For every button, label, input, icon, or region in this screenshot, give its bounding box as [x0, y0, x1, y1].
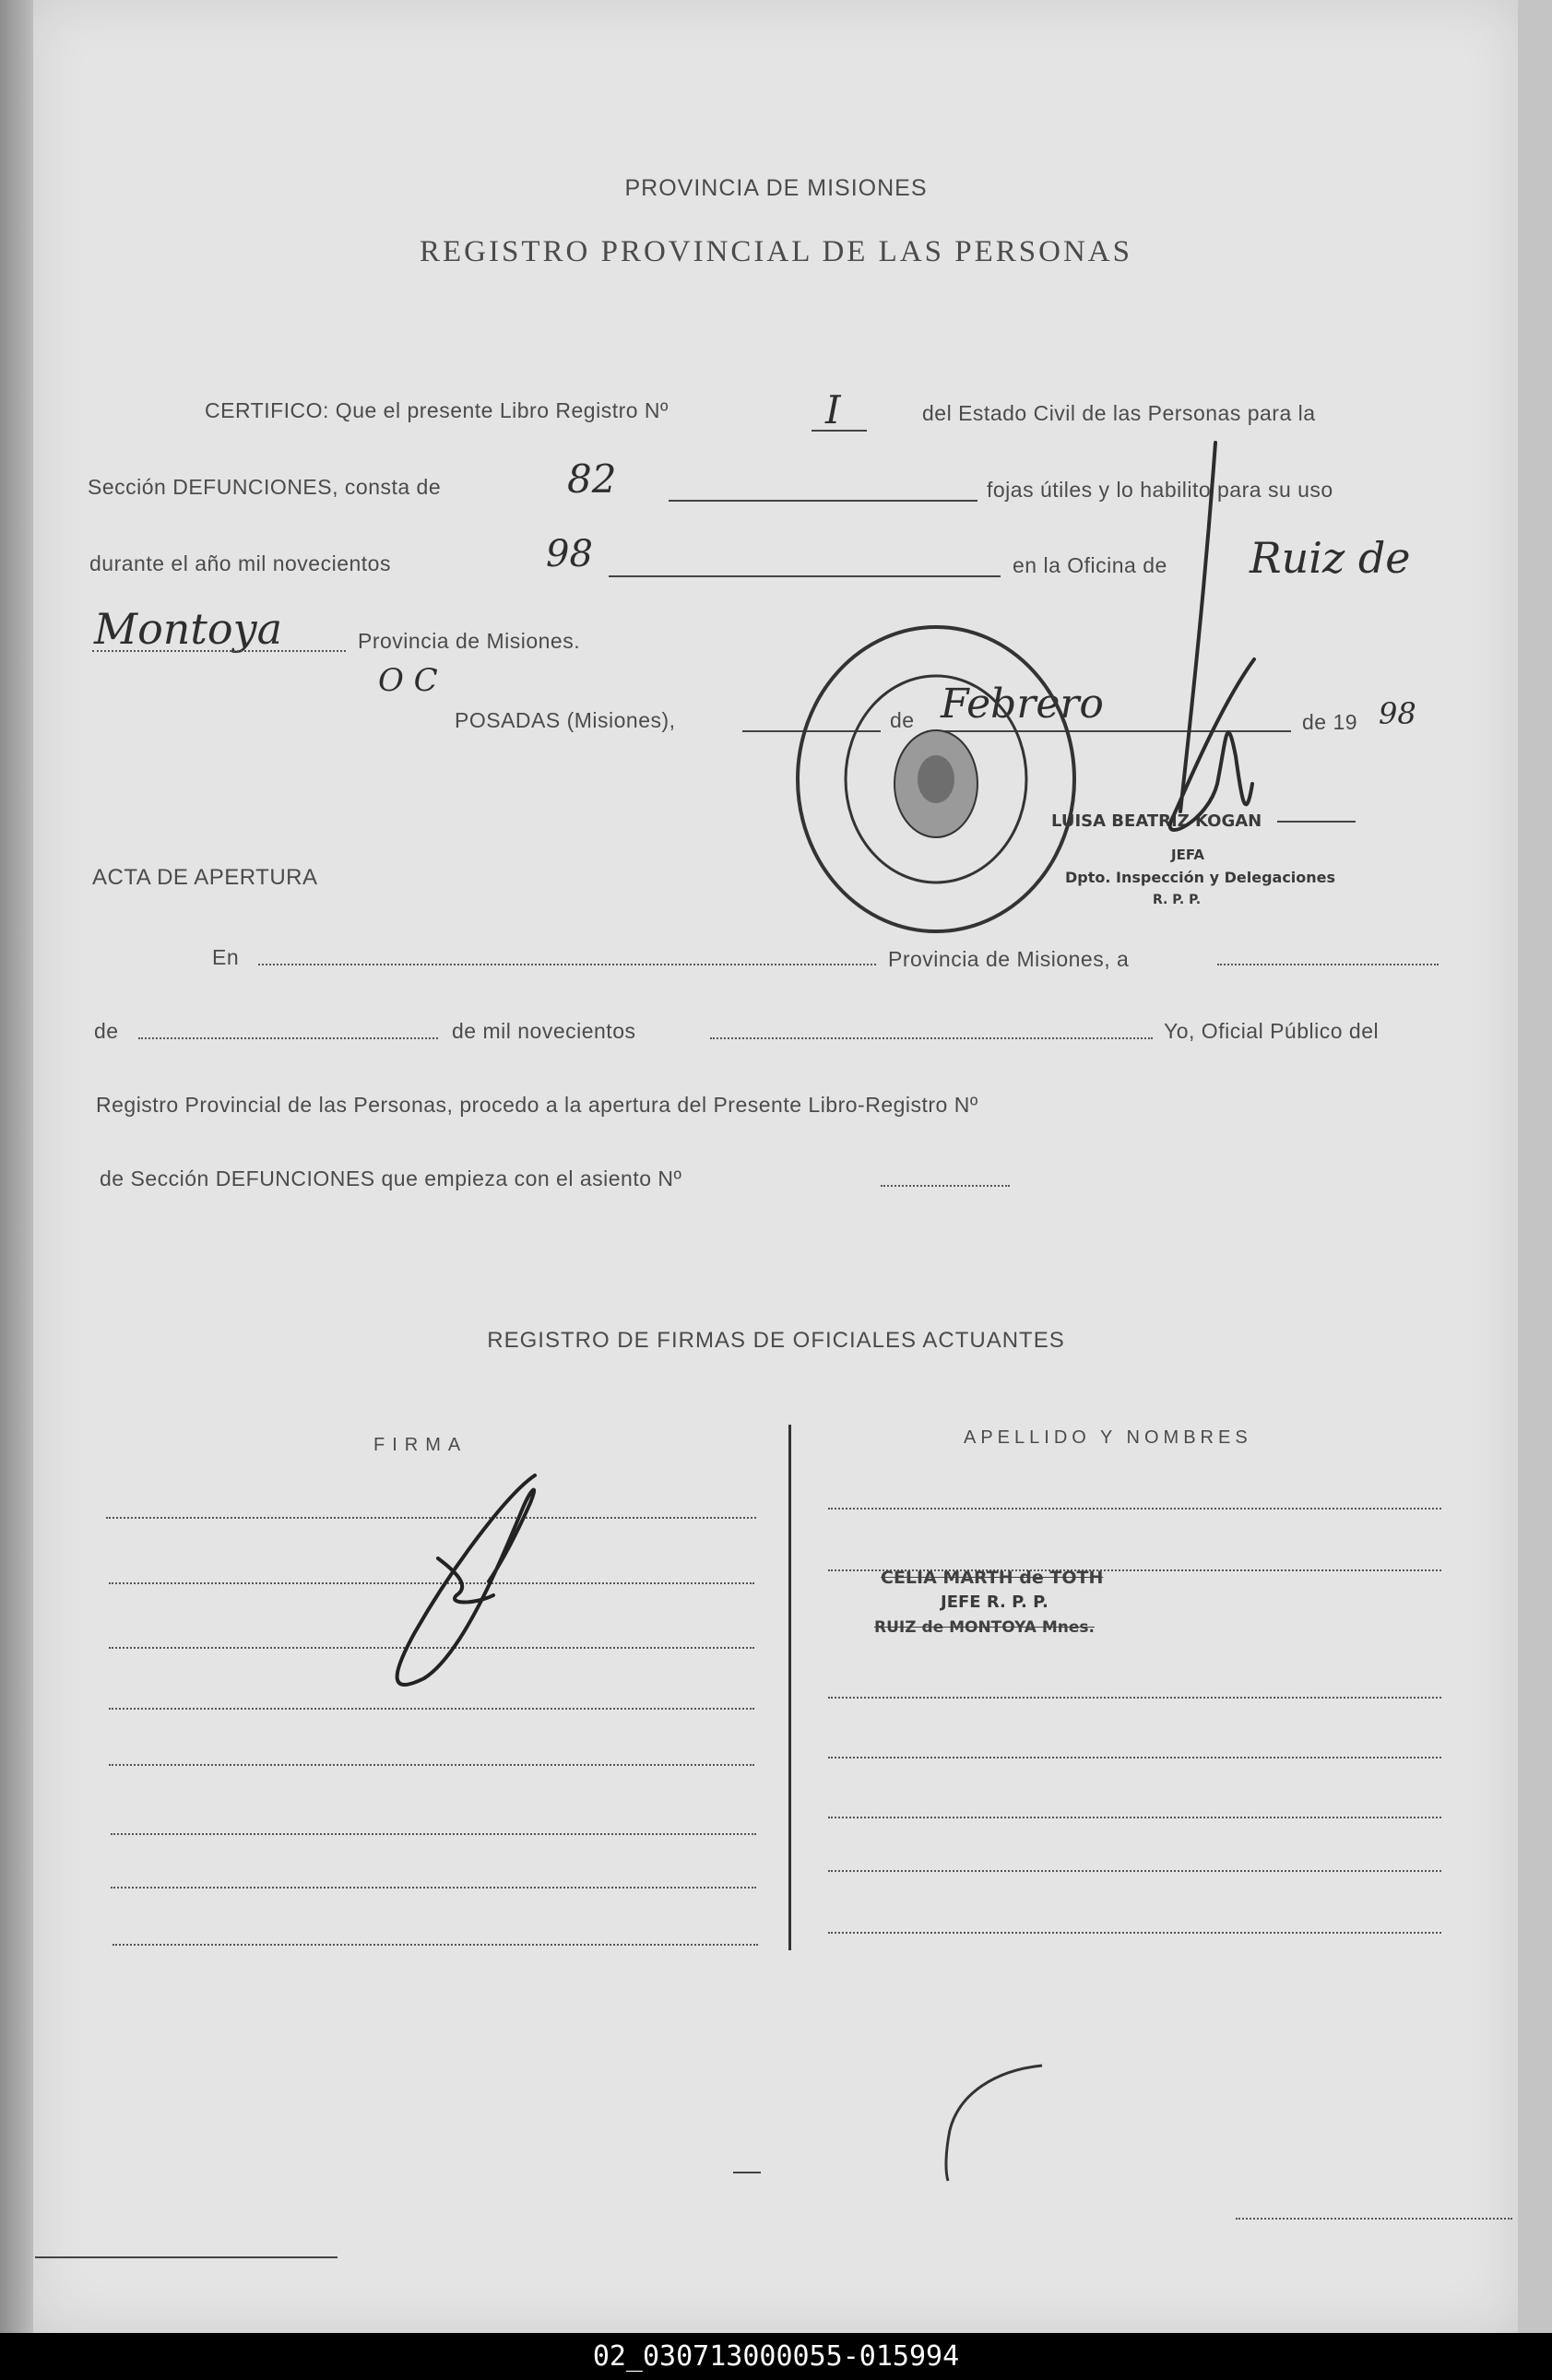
- document-id-bar: [0, 2333, 1552, 2380]
- firma-row-line: [109, 1708, 754, 1710]
- acta-registro-text: Registro Provincial de las Personas, procedo a la apertura del Presente Libro-Registro Nº: [96, 1093, 978, 1117]
- nombre-row-line: [828, 1870, 1441, 1872]
- certifico-text: CERTIFICO: Que el presente Libro Registro Nº: [205, 398, 669, 422]
- year-value: 98: [546, 533, 593, 575]
- signer1-name: LUISA BEATRIZ KOGAN: [1051, 811, 1262, 831]
- office-value-2: Montoya: [94, 604, 283, 654]
- bottom-center-mark: [733, 2172, 761, 2173]
- nombre-row-line: [828, 1508, 1441, 1510]
- acta-year-dots: [710, 1037, 1153, 1039]
- binding-edge: [0, 0, 33, 2333]
- acta-day-dots: [1217, 964, 1439, 965]
- col-firma-header: FIRMA: [373, 1435, 468, 1455]
- book-number-value: I: [825, 387, 841, 432]
- nombre-row-line: [828, 1932, 1441, 1934]
- signer1-title: JEFA: [1171, 847, 1204, 863]
- estado-civil-text: del Estado Civil de las Personas para la: [922, 401, 1316, 425]
- document-id: 02_030713000055-015994: [592, 2340, 960, 2373]
- office-value-1: Ruiz de: [1250, 533, 1411, 583]
- folios-value: 82: [567, 456, 617, 502]
- official-stamp: [784, 613, 1088, 945]
- province-heading: PROVINCIA DE MISIONES: [624, 175, 928, 201]
- signer2-title: JEFE R. P. P.: [941, 1593, 1048, 1612]
- year-line: [609, 575, 1001, 577]
- firma-row-line: [111, 1887, 756, 1889]
- de-19-text: de 19: [1302, 710, 1358, 734]
- initials-value: O C: [378, 662, 438, 699]
- firmas-title: REGISTRO DE FIRMAS DE OFICIALES ACTUANTES: [487, 1328, 1065, 1353]
- bottom-right-rule: [1236, 2218, 1512, 2220]
- year-suffix-value: 98: [1379, 696, 1416, 731]
- acta-asiento-dots: [881, 1185, 1010, 1187]
- signer1-org: R. P. P.: [1153, 893, 1202, 907]
- acta-month-dots: [138, 1037, 438, 1039]
- de-text-1: de: [890, 708, 915, 732]
- acta-place-dots: [258, 964, 876, 965]
- posadas-text: POSADAS (Misiones),: [455, 708, 676, 732]
- oficina-text: en la Oficina de: [1013, 553, 1167, 577]
- bottom-left-rule: [35, 2256, 338, 2258]
- signer2-name: CELIA MARTH de TOTH: [881, 1568, 1104, 1588]
- nombre-row-line: [828, 1697, 1441, 1699]
- signature-2: [369, 1457, 572, 1697]
- signature-1: [1143, 433, 1328, 894]
- acta-de-text: de: [94, 1019, 119, 1043]
- office-dotted-line: [92, 650, 346, 652]
- registry-heading: REGISTRO PROVINCIAL DE LAS PERSONAS: [419, 235, 1132, 268]
- signer1-dept: Dpto. Inspección y Delegaciones: [1065, 869, 1336, 886]
- nombre-row-line: [828, 1817, 1441, 1818]
- firma-row-line: [109, 1764, 754, 1766]
- column-divider: [788, 1425, 791, 1950]
- acta-mil-novecientos-text: de mil novecientos: [452, 1019, 636, 1043]
- fojas-utiles-text: fojas útiles y lo habilito para su uso: [987, 478, 1333, 502]
- folios-line: [669, 500, 977, 502]
- signer2-place: RUIZ de MONTOYA Mnes.: [874, 1618, 1096, 1637]
- acta-en-text: En: [212, 945, 240, 969]
- col-nombres-header: APELLIDO Y NOMBRES: [964, 1427, 1252, 1448]
- acta-title: ACTA DE APERTURA: [92, 865, 318, 890]
- firma-row-line: [113, 1944, 758, 1946]
- seccion-defunciones-text: Sección DEFUNCIONES, consta de: [88, 475, 442, 499]
- firma-row-line: [111, 1833, 756, 1835]
- nombre-row-line: [828, 1757, 1441, 1758]
- provincia-misiones-text: Provincia de Misiones.: [358, 629, 581, 653]
- durante-text: durante el año mil novecientos: [89, 551, 391, 575]
- acta-oficial-text: Yo, Oficial Público del: [1164, 1019, 1380, 1043]
- acta-asiento-text: de Sección DEFUNCIONES que empieza con el asiento Nº: [100, 1166, 682, 1190]
- acta-provincia-text: Provincia de Misiones, a: [888, 947, 1130, 971]
- bottom-pen-mark: [931, 2056, 1079, 2185]
- month-value: Febrero: [941, 681, 1104, 728]
